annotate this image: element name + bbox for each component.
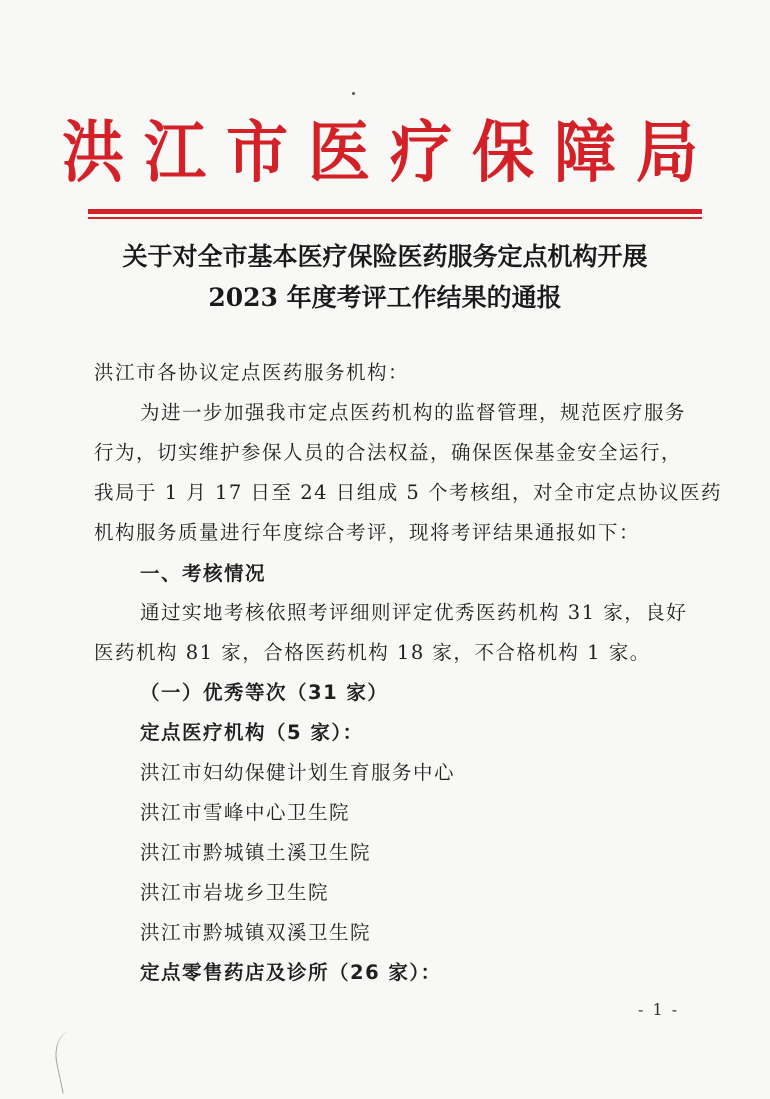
page-number: - 1 - xyxy=(638,1000,680,1019)
salutation: 洪江市各协议定点医药服务机构： xyxy=(94,361,410,384)
list-item: 洪江市黔城镇土溪卫生院 xyxy=(140,841,372,864)
section-heading: 一、考核情况 xyxy=(140,562,267,585)
scan-speck xyxy=(352,92,355,95)
masthead-rule-thick xyxy=(88,209,702,214)
list-item: 洪江市妇幼保健计划生育服务中心 xyxy=(140,761,456,784)
group-heading-medical: 定点医疗机构（5 家）： xyxy=(140,721,364,744)
list-item: 洪江市岩垅乡卫生院 xyxy=(140,881,330,904)
intro-line-4: 机构服务质量进行年度综合考评，现将考评结果通报如下： xyxy=(94,521,641,544)
intro-line-1: 为进一步加强我市定点医药机构的监督管理，规范医疗服务 xyxy=(140,401,687,424)
list-item: 洪江市黔城镇双溪卫生院 xyxy=(140,921,372,944)
intro-line-2: 行为，切实维护参保人员的合法权益，确保医保基金安全运行， xyxy=(94,441,683,464)
section-paragraph-line-2: 医药机构 81 家，合格医药机构 18 家，不合格机构 1 家。 xyxy=(94,641,651,664)
masthead-title: 洪江市医疗保障局 xyxy=(61,113,718,192)
section-paragraph-line-1: 通过实地考核依照考评细则评定优秀医药机构 31 家，良好 xyxy=(140,601,688,624)
subsection-heading: （一）优秀等次（31 家） xyxy=(140,681,389,704)
list-item: 洪江市雪峰中心卫生院 xyxy=(140,801,351,824)
document-title-line-2: 2023 年度考评工作结果的通报 xyxy=(208,283,562,312)
scan-artifact xyxy=(50,1026,103,1093)
intro-line-3: 我局于 1 月 17 日至 24 日组成 5 个考核组，对全市定点协议医药 xyxy=(94,481,723,504)
group-heading-pharmacy: 定点零售药店及诊所（26 家）： xyxy=(140,961,442,984)
masthead-rule-thin xyxy=(88,217,702,219)
document-title-line-1: 关于对全市基本医疗保险医药服务定点机构开展 xyxy=(122,242,648,271)
